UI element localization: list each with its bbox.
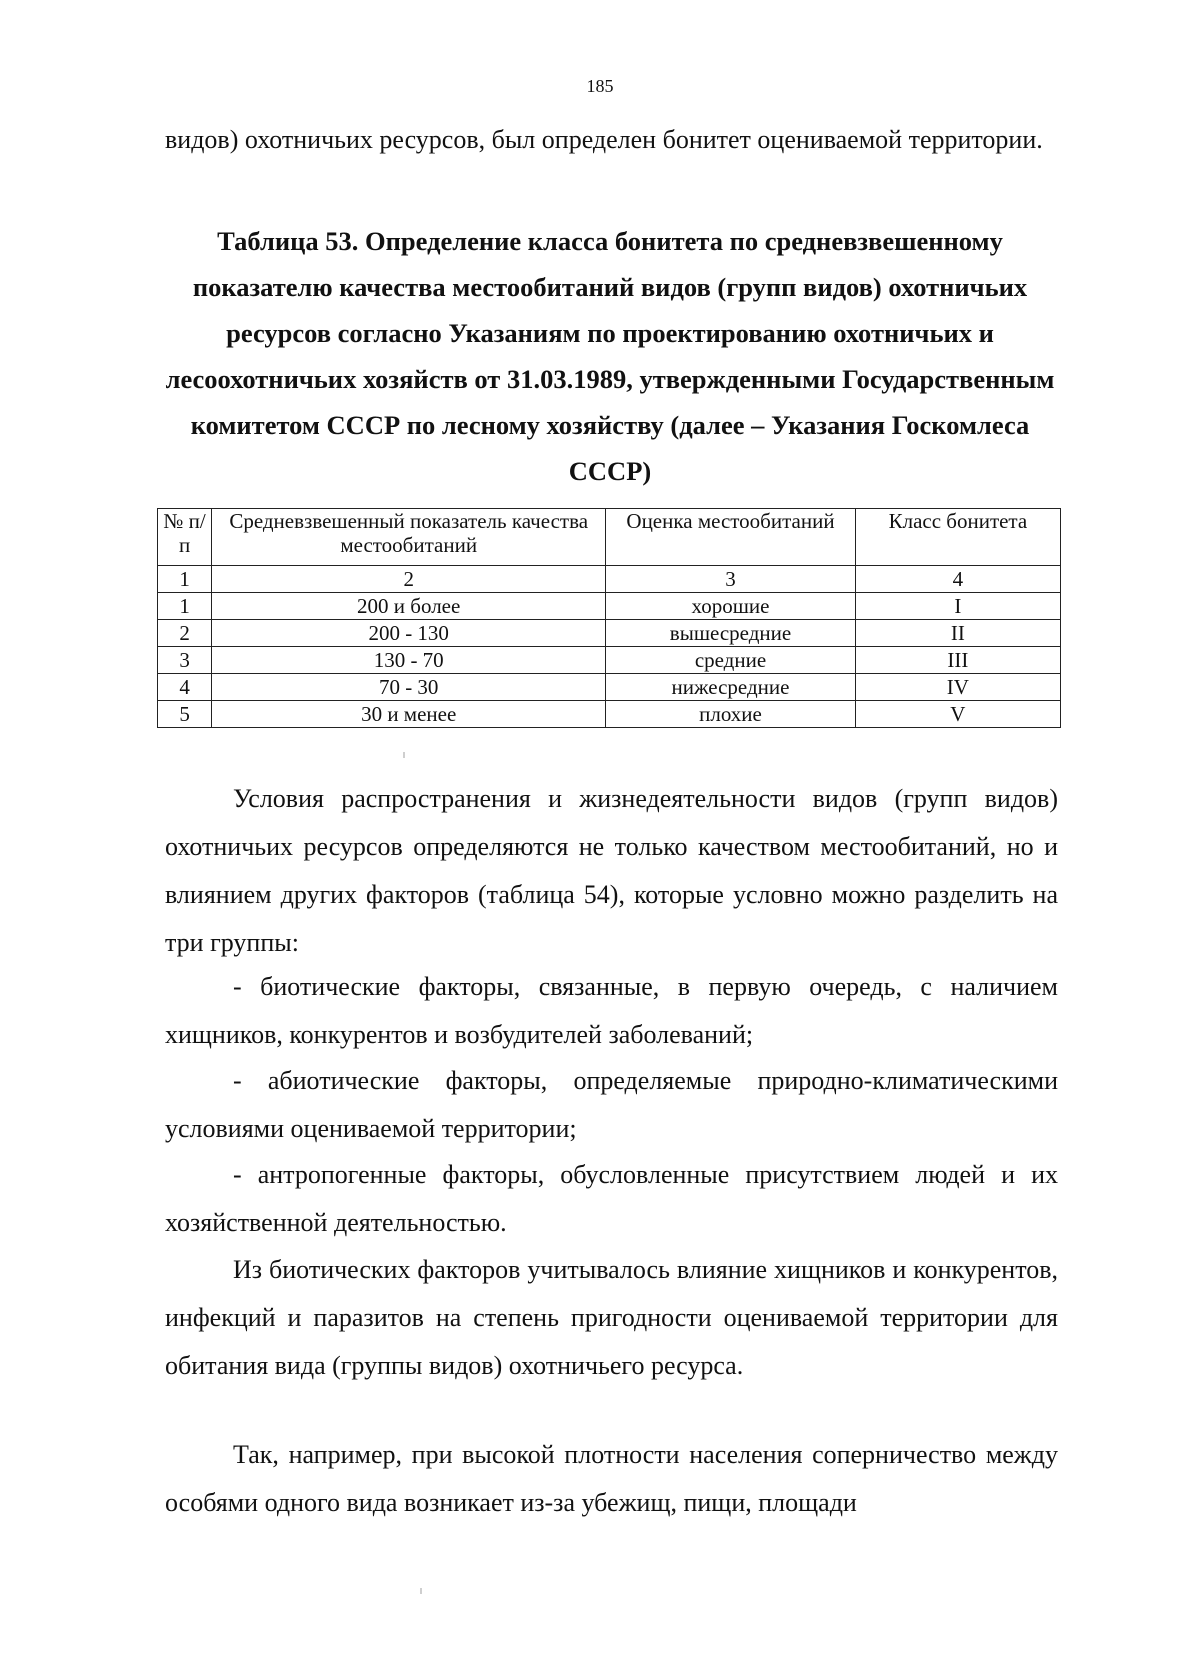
table-cell: 2 [158,620,212,647]
table-row [158,566,1061,593]
table-cell: I [855,593,1060,620]
body-paragraph-conditions: Условия распространения и жизнедеятельности видов (групп видов) охотничьих ресурсов определяются не только качеством местообитаний, но и влиянием других факторов (таблица 54), которые условно можно разделить на три группы: [165,784,1058,957]
table-row [158,593,1061,620]
table-cell: 1 [158,593,212,620]
scan-artifact [403,752,405,758]
table-cell: хорошие [606,593,856,620]
table-cell: вышесредние [606,620,856,647]
table-cell: 130 - 70 [212,647,606,674]
page-number: 185 [586,76,614,96]
table-cell: II [855,620,1060,647]
table-cell: 200 и более [212,593,606,620]
bonitet-table [157,508,1061,728]
body-paragraph-density: Так, например, при высокой плотности населения соперничество между особями одного вида возникает из-за убежищ, пищи, площади [165,1440,1058,1517]
table-caption: Таблица 53. Определение класса бонитета по средневзвешенному показателю качества местообитаний видов (групп видов) охотничьих ресурсов согласно Указаниям по проектированию охотничьих и лесоохотничьих хозяйств от 31.03.1989, утвержденными Государственным комитетом СССР по лесному хозяйству (далее – Указания Госкомлеса СССР) [165,226,1055,486]
intro-paragraph: видов) охотничьих ресурсов, был определен бонитет оцениваемой территории. [165,125,1043,154]
header-number: № п/п [158,509,212,566]
body-paragraph-biotic: - биотические факторы, связанные, в первую очередь, с наличием хищников, конкурентов и возбудителей заболеваний; [165,972,1058,1049]
table-cell: 3 [158,647,212,674]
table-cell: 2 [212,566,606,593]
table-cell: плохие [606,701,856,728]
table-cell: 70 - 30 [212,674,606,701]
table-cell: V [855,701,1060,728]
table-row [158,647,1061,674]
table-cell: 200 - 130 [212,620,606,647]
scan-artifact [420,1588,422,1594]
table-row [158,701,1061,728]
header-bonitet-class: Класс бонитета [855,509,1060,566]
table-row [158,620,1061,647]
table-cell: 30 и менее [212,701,606,728]
table-cell: 3 [606,566,856,593]
table-row [158,674,1061,701]
header-habitat-rating: Оценка местообитаний [606,509,856,566]
body-paragraph-predators: Из биотических факторов учитывалось влияние хищников и конкурентов, инфекций и паразитов на степень пригодности оцениваемой территории для обитания вида (группы видов) охотничьего ресурса. [165,1255,1058,1380]
table-cell: 4 [158,674,212,701]
body-paragraph-anthropogenic: - антропогенные факторы, обусловленные присутствием людей и их хозяйственной деятельностью. [165,1160,1058,1237]
table-cell: IV [855,674,1060,701]
table-cell: 4 [855,566,1060,593]
header-weighted-index: Средневзвешенный показатель качества местообитаний [212,509,606,566]
table-cell: нижесредние [606,674,856,701]
table-header-row [158,509,1061,566]
table-cell: 1 [158,566,212,593]
table-cell: 5 [158,701,212,728]
table-cell: средние [606,647,856,674]
table-cell: III [855,647,1060,674]
body-paragraph-abiotic: - абиотические факторы, определяемые природно-климатическими условиями оцениваемой территории; [165,1066,1058,1143]
